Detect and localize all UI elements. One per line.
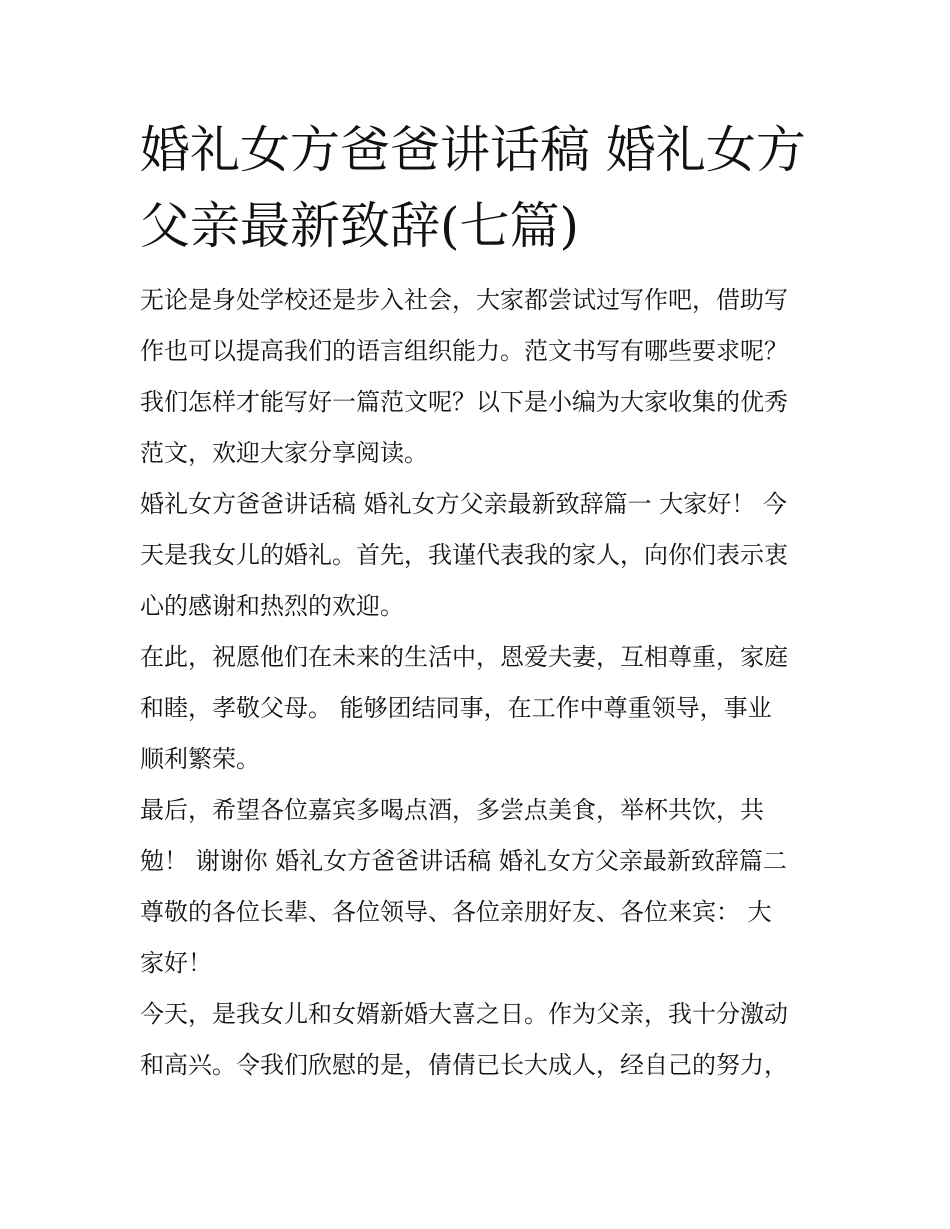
text-line: 无论是身处学校还是步入社会，大家都尝试过写作吧，借助写 <box>140 286 788 314</box>
text-line: 我们怎样才能写好一篇范文呢？以下是小编为大家收集的优秀 <box>140 388 788 416</box>
text-line: 家好！ <box>140 949 212 977</box>
document-body <box>140 275 820 1091</box>
text-line: 和睦，孝敬父母。 能够团结同事，在工作中尊重领导，事业 <box>140 694 772 722</box>
text-line: 心的感谢和热烈的欢迎。 <box>140 592 404 620</box>
paragraph-blessing <box>140 632 820 785</box>
text-line: 勉！ 谢谢你 婚礼女方爸爸讲话稿 婚礼女方父亲最新致辞篇二 <box>140 847 787 875</box>
paragraph-intro <box>140 275 820 479</box>
text-line: 在此，祝愿他们在未来的生活中，恩爱夫妻，互相尊重，家庭 <box>140 643 788 671</box>
paragraph-speech-two-body <box>140 989 820 1091</box>
text-line: 婚礼女方爸爸讲话稿 婚礼女方父亲最新致辞篇一 大家好！ 今 <box>140 490 787 518</box>
text-line: 作也可以提高我们的语言组织能力。范文书写有哪些要求呢？ <box>140 337 788 365</box>
title-line-1: 婚礼女方爸爸讲话稿 婚礼女方 <box>140 121 806 179</box>
text-line: 今天，是我女儿和女婿新婚大喜之日。作为父亲，我十分激动 <box>140 1000 788 1028</box>
text-line: 最后，希望各位嘉宾多喝点酒，多尝点美食，举杯共饮，共 <box>140 796 764 824</box>
paragraph-speech-one-opening <box>140 479 820 632</box>
text-line: 顺利繁荣。 <box>140 745 260 773</box>
text-line: 和高兴。令我们欣慰的是，倩倩已长大成人，经自己的努力， <box>140 1051 788 1079</box>
paragraph-closing-and-speech-two <box>140 785 820 989</box>
text-line: 范文，欢迎大家分享阅读。 <box>140 439 428 467</box>
text-line: 尊敬的各位长辈、各位领导、各位亲朋好友、各位来宾： 大 <box>140 898 772 926</box>
text-line: 天是我女儿的婚礼。首先，我谨代表我的家人，向你们表示衷 <box>140 541 788 569</box>
title-line-2: 父亲最新致辞(七篇) <box>140 197 580 255</box>
document-title <box>140 112 820 264</box>
